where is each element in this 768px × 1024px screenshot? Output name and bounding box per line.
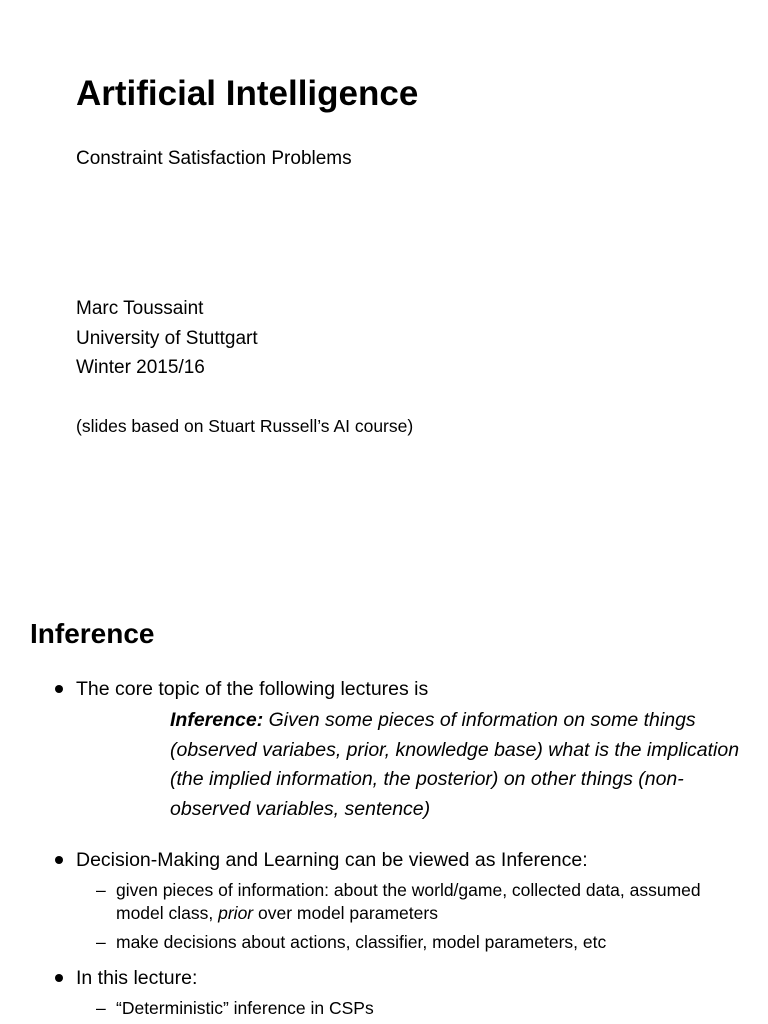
slide-credit: (slides based on Stuart Russell’s AI course) (76, 416, 414, 436)
dash-icon: – (96, 998, 106, 1018)
bullet-dot-icon (55, 856, 63, 864)
sub-bullet-text: “Deterministic” inference in CSPs (116, 998, 374, 1018)
sub-bullet-text-part: given pieces of information: about the world/game, collected data, assumed model class, (116, 880, 701, 923)
bullet-dot-icon (55, 974, 63, 982)
course-term: Winter 2015/16 (76, 357, 205, 378)
definition-text: Given some pieces of information on some things (observed variabes, prior, knowledge base) what is the implication (the implied information, the posterior) on other things (non-observed variables, sentence) (170, 709, 740, 820)
bullet-this-lecture: In this lecture: (76, 967, 198, 989)
dash-icon: – (96, 880, 106, 900)
bullet-decision-making: Decision-Making and Learning can be viewed as Inference: (76, 849, 588, 871)
sub-bullet-text-part: over model parameters (253, 903, 438, 923)
sub-bullet-emphasis: prior (218, 903, 254, 923)
sub-bullet-text: make decisions about actions, classifier, model parameters, etc (116, 932, 607, 952)
inference-definition (170, 706, 755, 824)
dash-icon: – (96, 932, 106, 952)
bullet-core-topic: The core topic of the following lectures is (76, 678, 429, 700)
definition-term: Inference: (170, 709, 264, 731)
inference-slide (0, 560, 768, 1024)
sub-bullet-text (116, 879, 736, 925)
author-block (76, 294, 258, 383)
author-name: Marc Toussaint (76, 298, 204, 319)
author-affiliation: University of Stuttgart (76, 327, 258, 349)
slide-title: Artificial Intelligence (76, 74, 419, 113)
section-heading: Inference (30, 618, 155, 649)
slide-subtitle: Constraint Satisfaction Problems (76, 148, 352, 169)
bullet-dot-icon (55, 685, 63, 693)
